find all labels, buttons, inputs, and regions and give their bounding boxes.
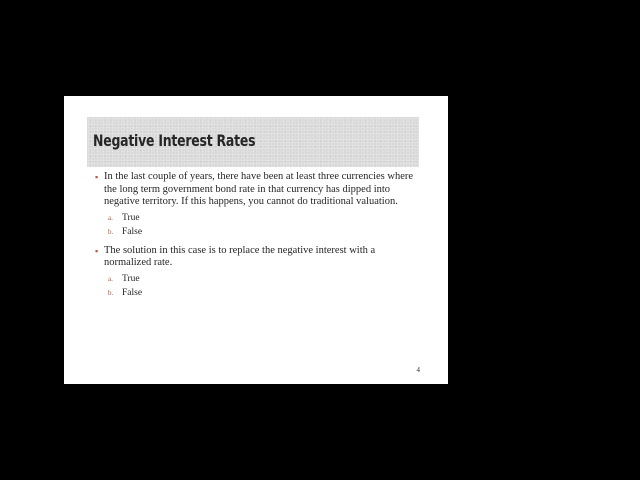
square-bullet-icon: ▪ [95,245,99,256]
option-label: False [122,287,143,298]
option-letter: b. [108,227,114,236]
option-letter: b. [108,288,114,297]
option-false [108,225,425,239]
question-2-text: The solution in this case is to replace the negative interest with a normalized rate. [104,244,376,268]
slide-title: Negative Interest Rates [93,131,256,150]
option-false [108,286,425,300]
title-bar [87,117,419,167]
option-label: True [122,273,140,284]
page-number: 4 [416,366,420,374]
slide [64,96,448,384]
option-true [108,272,425,286]
question-2 [95,245,425,270]
option-letter: a. [108,274,113,283]
question-1 [95,171,425,209]
option-label: False [122,226,143,237]
square-bullet-icon: ▪ [95,172,99,182]
question-1-text: In the last couple of years, there have been at least three currencies where the long term government bond rate in that currency has dipped into negative territory. If this happens, you cannot do traditional valuation. [104,171,414,207]
slide-content [95,171,425,306]
question-1-options [108,211,425,239]
option-letter: a. [108,213,113,222]
question-2-options [108,272,425,300]
option-true [108,211,425,225]
option-label: True [122,212,140,223]
